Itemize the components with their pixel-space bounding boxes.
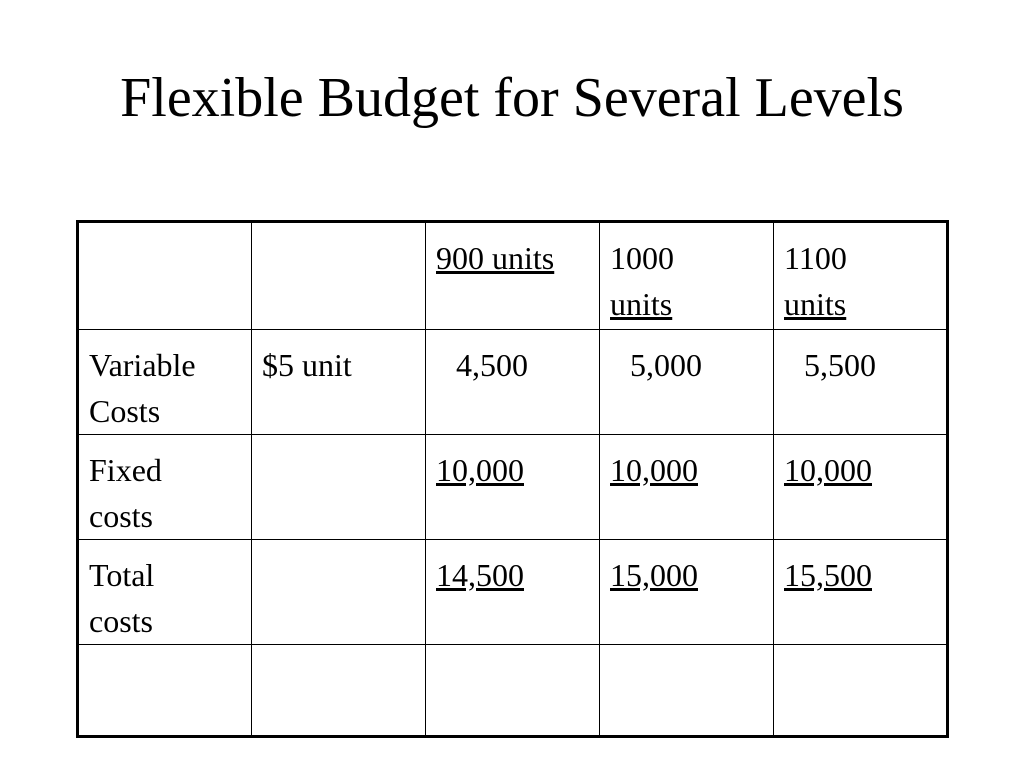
value-cell: 5,000 [600, 330, 774, 435]
row-label-line: Costs [89, 393, 161, 429]
row-label [78, 540, 252, 645]
value-cell [426, 540, 600, 645]
header-number: 1100 [784, 240, 847, 276]
row-label-line: Variable [89, 347, 196, 383]
header-cell-1000-units [600, 222, 774, 330]
empty-cell [774, 645, 948, 737]
header-cell-blank [252, 222, 426, 330]
row-label-line: Fixed [89, 452, 162, 488]
row-label-line: Total [89, 557, 155, 593]
value-text: 10,000 [436, 452, 524, 488]
row-label [78, 330, 252, 435]
table-row-total-costs [78, 540, 948, 645]
value-cell: 4,500 [426, 330, 600, 435]
value-cell [774, 540, 948, 645]
header-unit: units [784, 286, 847, 322]
value-cell [426, 435, 600, 540]
table-row-empty [78, 645, 948, 737]
empty-cell [252, 645, 426, 737]
value-cell [774, 435, 948, 540]
value-cell [600, 540, 774, 645]
empty-cell [426, 645, 600, 737]
empty-cell [78, 645, 252, 737]
value-text: 15,500 [784, 557, 872, 593]
value-cell [600, 435, 774, 540]
row-label-line: costs [89, 603, 153, 639]
row-label [78, 435, 252, 540]
header-unit: units [610, 286, 673, 322]
table-header-row [78, 222, 948, 330]
header-number: 1000 [610, 240, 674, 276]
value-text: 14,500 [436, 557, 524, 593]
flexible-budget-table [76, 220, 949, 738]
value-text: 10,000 [610, 452, 698, 488]
rate-cell [252, 540, 426, 645]
rate-cell: $5 unit [252, 330, 426, 435]
slide-title: Flexible Budget for Several Levels [120, 67, 904, 129]
header-cell-blank [78, 222, 252, 330]
empty-cell [600, 645, 774, 737]
value-cell: 5,500 [774, 330, 948, 435]
table-row-fixed-costs [78, 435, 948, 540]
header-label: 900 units [436, 240, 555, 276]
header-cell-900-units [426, 222, 600, 330]
value-text: 15,000 [610, 557, 698, 593]
value-text: 10,000 [784, 452, 872, 488]
table-row-variable-costs [78, 330, 948, 435]
row-label-line: costs [89, 498, 153, 534]
header-cell-1100-units [774, 222, 948, 330]
rate-cell [252, 435, 426, 540]
